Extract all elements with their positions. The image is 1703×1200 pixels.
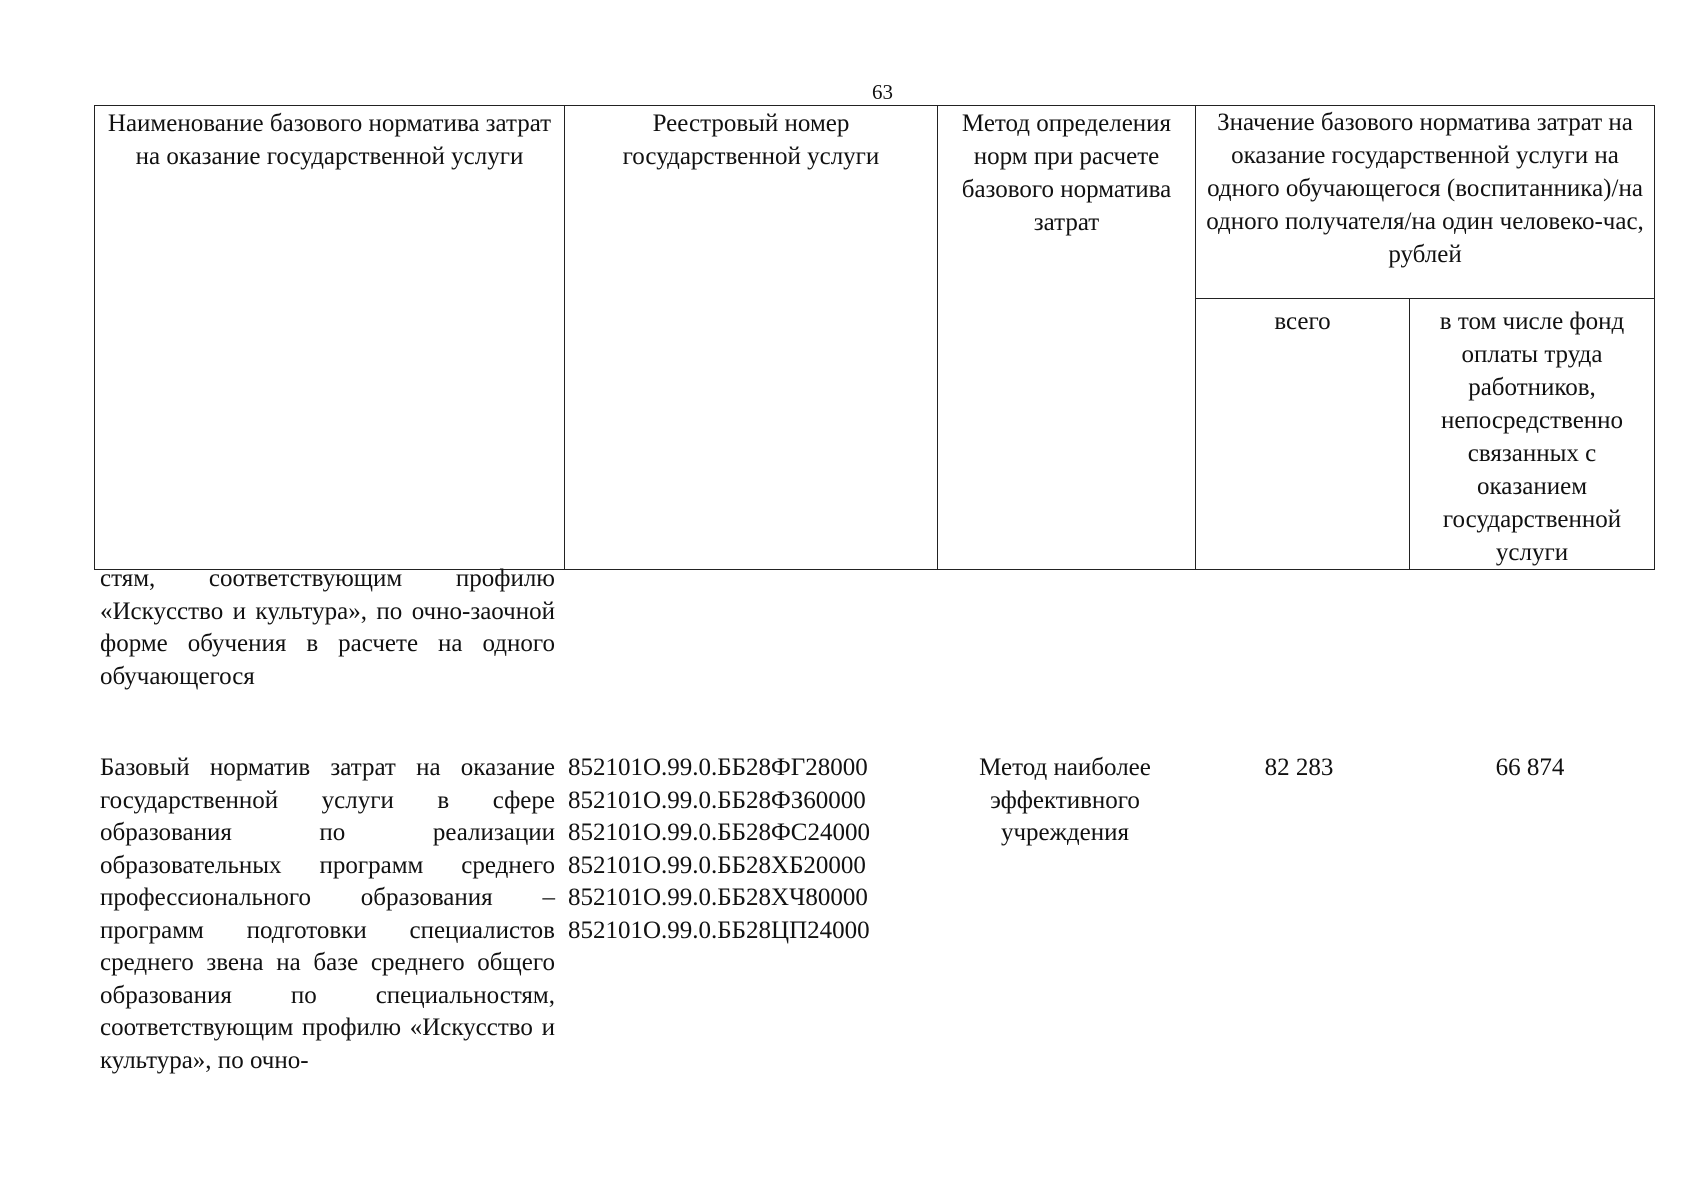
header-name-text: Наименование базового норматива затрат на оказание государственной услуги — [107, 110, 552, 170]
header-cell-registry — [565, 106, 938, 570]
header-registry-text: Реестровый номер государственной услуги — [622, 110, 880, 170]
row-codes — [568, 752, 870, 947]
row-method: Метод наиболее эффективного учреждения — [979, 754, 1151, 846]
header-cell-method — [938, 106, 1196, 570]
header-total-text: всего — [1274, 308, 1331, 335]
registry-code: 852101О.99.0.ББ28ХЧ80000 — [568, 884, 868, 911]
continuation-text: стям, соответствующим профилю «Искусство и культура», по очно-заочной форме обучения в расчете на одного обучающегося — [100, 565, 555, 690]
header-method-text: Метод определения норм при расчете базового норматива затрат — [961, 110, 1172, 236]
page-number: 63 — [872, 80, 893, 104]
registry-code: 852101О.99.0.ББ28ХБ20000 — [568, 851, 866, 879]
registry-code: 852101О.99.0.ББ28ФГ28000 — [568, 754, 868, 781]
registry-code: 852101О.99.0.ББ28ФС24000 — [568, 819, 870, 846]
header-value-text: Значение базового норматива затрат на оказание государственной услуги на одного обучающегося (воспитанника)/на одного получателя/на один человеко-час, рублей — [1206, 109, 1644, 268]
header-cell-value — [1196, 106, 1655, 299]
row-name: Базовый норматив затрат на оказание государственной услуги в сфере образования по реализации образовательных программ среднего профессионального образования – программ подготовки специалистов среднего звена на базе среднего общего образования по специальностям, соответствующим профилю «Искусство и культура», по очно- — [100, 754, 555, 1074]
registry-code: 852101О.99.0.ББ28ФЗ60000 — [568, 786, 866, 814]
registry-code: 852101О.99.0.ББ28ЦП24000 — [568, 916, 870, 944]
header-cell-name — [95, 106, 565, 570]
header-cell-fund — [1410, 299, 1655, 570]
header-fund-text: в том числе фонд оплаты труда работников, непосредственно связанных с оказанием государственной услуги — [1439, 308, 1625, 566]
header-cell-total — [1196, 299, 1410, 570]
row-total: 82 283 — [1264, 754, 1334, 781]
table-header — [94, 105, 1655, 570]
row-fund: 66 874 — [1495, 754, 1565, 781]
